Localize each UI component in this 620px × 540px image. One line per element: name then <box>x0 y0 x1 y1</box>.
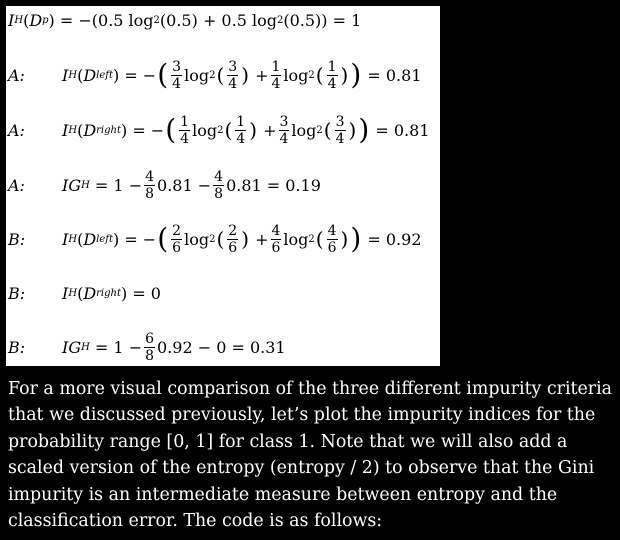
body-paragraph: For a more visual comparison of the three different impurity criteria that we discussed previously, let’s plot the impurity indices for the probability range [0, 1] for class 1. Note that we will also add a scaled version of the entropy (entropy / 2) to observe that the Gini impurity is an intermediate measure between entropy and the classification error. The code is as follows: <box>8 379 613 532</box>
equation-b-right-entropy: B: I H ( D right ) = 0 <box>8 283 161 303</box>
equation-result: = 0.81 <box>367 65 422 85</box>
equation-label: A: <box>8 120 25 140</box>
equation-b-information-gain: B: IG H = 1 − $\frac{6}{8}$ 0.92 − 0 = 0.31 <box>8 330 286 364</box>
equation-a-right-entropy: A: I H ( D right ) = − ( $\frac{1}{4}$ log 2 ( $\frac{1}{4}$ ) + $\frac{3}{4}$ log 2 ( $\frac{3}{4}$ ) ) = 0.81 <box>8 113 430 147</box>
equation-a-information-gain: A: IG H = 1 − $\frac{4}{8}$ 0.81 − $\frac{4}{8}$ 0.81 = 0.19 <box>8 168 321 202</box>
equation-label: B: <box>8 337 26 357</box>
equation-label: B: <box>8 229 26 249</box>
equation-a-left-entropy: A: I H ( D left ) = − ( $\frac{3}{4}$ log 2 ( $\frac{3}{4}$ ) + $\frac{1}{4}$ log 2 ( $\frac{1}{4}$ ) ) = 0.81 <box>8 58 422 92</box>
equation-label: B: <box>8 283 26 303</box>
equation-result: = 0.81 <box>375 120 430 140</box>
equation-label: A: <box>8 175 25 195</box>
equation-label: A: <box>8 65 25 85</box>
equation-b-left-entropy: B: I H ( D left ) = − ( $\frac{2}{6}$ log 2 ( $\frac{2}{6}$ ) + $\frac{4}{6}$ log 2 ( $\frac{4}{6}$ ) ) = 0.92 <box>8 222 422 256</box>
equation-root-entropy: I H ( D p ) = −(0.5 log 2 (0.5) + 0.5 log 2 (0.5)) = 1 <box>8 10 362 30</box>
equation-result: = 0.92 <box>367 229 422 249</box>
equation-figure <box>6 6 440 366</box>
